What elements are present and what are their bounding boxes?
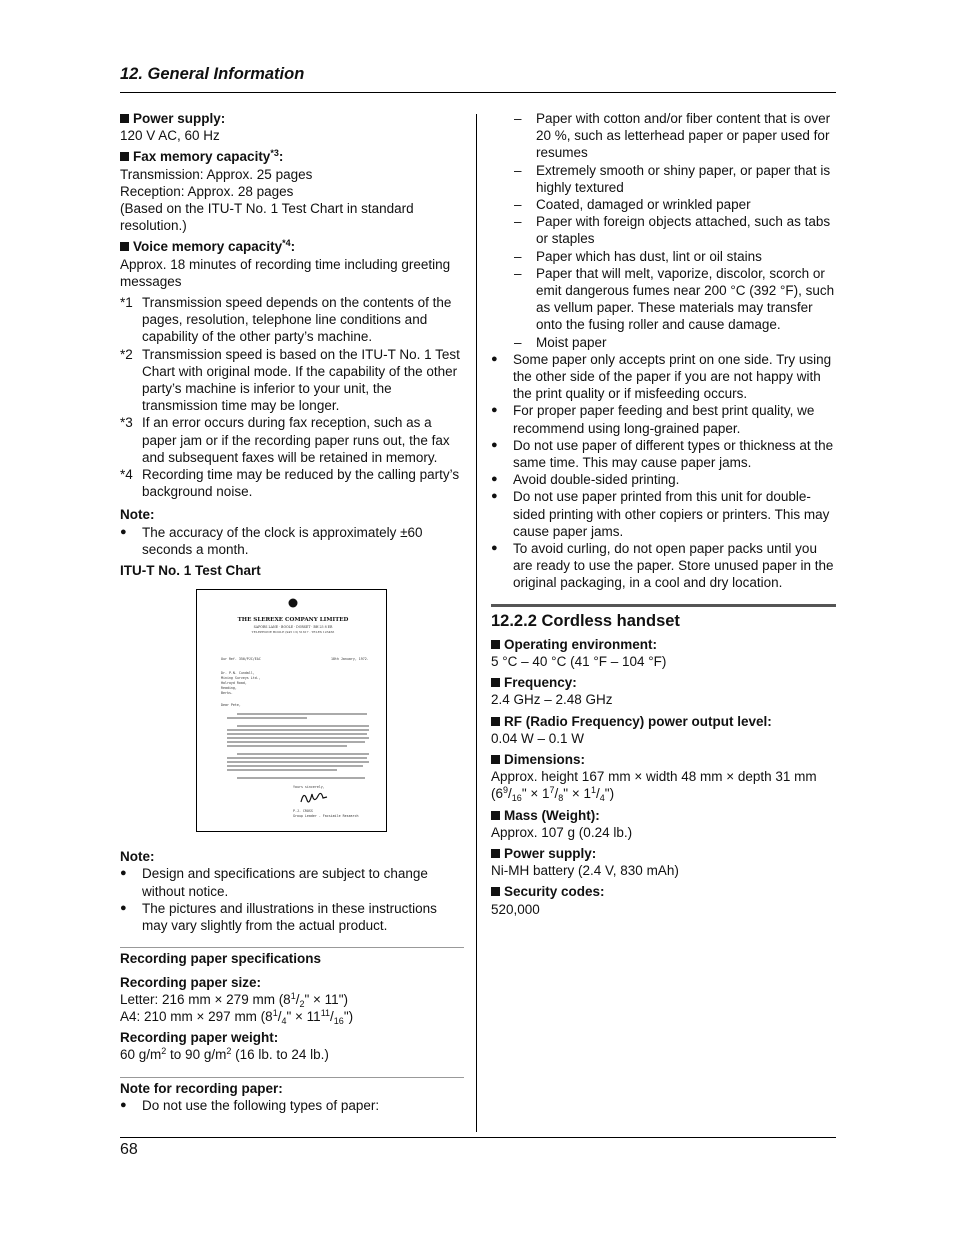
dash-item: – Moist paper (514, 334, 607, 350)
spec-label: Dimensions: (491, 751, 836, 768)
spec-label: Security codes: (491, 883, 836, 900)
note-label: Note: (120, 507, 155, 523)
spec-value: 520,000 (491, 901, 540, 917)
dash-item: – Extremely smooth or shiny paper, or paper that is highly textured (514, 162, 831, 195)
square-bullet-icon (120, 152, 129, 161)
note-bullet: ● Do not use the following types of paper: (120, 1097, 380, 1113)
fax-memory-line: (Based on the ITU-T No. 1 Test Chart in standard resolution.) (120, 201, 414, 234)
bullet-icon: ● (491, 490, 498, 503)
square-bullet-icon (491, 849, 500, 858)
chart-address: SAPORS LANE · BOOLE · DORSET · BH 25 8 ER (253, 625, 333, 630)
chart-ref: Our Ref. 350/PJC/EAC (221, 657, 261, 662)
paper-size-letter: Letter: 216 mm × 279 mm ($8^1/_2$" × 11") (120, 990, 348, 1009)
chart-recipient-line: Mining Surveys Ltd., (221, 676, 261, 681)
itu-test-chart-image (196, 589, 387, 832)
spec-value: Ni-MH battery (2.4 V, 830 mAh) (491, 863, 679, 879)
footnote: *2 Transmission speed is based on the ITU-T No. 1 Test Chart with original mode. If the capability of the other party’s machine is inferior to your unit, the transmission time may be longer. (120, 346, 460, 414)
square-bullet-icon (491, 811, 500, 820)
paper-size-label: Recording paper size: (120, 974, 262, 990)
spec-value: 2.4 GHz – 2.48 GHz (491, 692, 613, 708)
fax-memory-label: Fax memory capacity$^{*3}$: (120, 148, 464, 165)
recording-paper-spec-title: Recording paper specifications (120, 951, 322, 967)
bullet-icon: ● (491, 438, 498, 451)
chart-phone: TELEPHONE BOOLE (945 13) 51617 · TELEX 123456 (251, 630, 335, 635)
dash-item: – Paper that will melt, vaporize, discolor, scorch or emit dangerous fumes near 200 °C (392 °F), such as vellum paper. These materials may transfer onto the fusing roller and cause damage. (514, 265, 835, 333)
chart-signer-line: Group Leader - Facsimile Research (293, 814, 359, 819)
note-bullet: ● The pictures and illustrations in these instructions may vary slightly from the actual product. (120, 900, 437, 934)
bullet-icon: ● (491, 352, 498, 365)
square-bullet-icon (491, 717, 500, 726)
page-number: 68 (120, 1141, 138, 1158)
paper-weight-value: 60 $g/m^2$ to 90 $g/m^2$ (16 lb. to 24 lb.) (120, 1046, 329, 1063)
bullet-icon: ● (120, 525, 127, 538)
spec-value: 0.04 W – 0.1 W (491, 730, 585, 746)
test-chart-title: ITU-T No. 1 Test Chart (120, 563, 261, 579)
power-supply-value: 120 V AC, 60 Hz (120, 128, 220, 144)
footer-rule (120, 1137, 836, 1138)
chart-body-text-lines (227, 714, 369, 778)
bullet-item: ● Avoid double-sided printing. (491, 472, 680, 488)
left-column (120, 110, 464, 1114)
bullet-icon: ● (491, 473, 498, 486)
dash-item: – Coated, damaged or wrinkled paper (514, 197, 751, 213)
bullet-item: ● Do not use paper of different types or thickness at the same time. This may cause paper jams. (491, 437, 834, 471)
footnote: *1 Transmission speed depends on the contents of the pages, resolution, telephone line conditions and capability of the other party’s machine. (120, 295, 452, 345)
chart-salutation: Dear Pete, (221, 703, 241, 708)
voice-memory-label: Voice memory capacity$^{*4}$: (120, 238, 464, 255)
bullet-icon: ● (491, 404, 498, 417)
bullet-icon: ● (491, 542, 498, 555)
square-bullet-icon (120, 242, 129, 251)
spec-value: Approx. 107 g (0.24 lb.) (491, 824, 633, 840)
spec-label: RF (Radio Frequency) power output level: (491, 713, 836, 730)
square-bullet-icon (491, 887, 500, 896)
chart-date: 18th January, 1972. (331, 657, 369, 662)
footnote: *3 If an error occurs during fax reception, such as a paper jam or if the recording paper runs out, the fax and subsequent faxes will be retained in memory. (120, 415, 450, 465)
fax-memory-line: Reception: Approx. 28 pages (120, 183, 294, 199)
fax-memory-line: Transmission: Approx. 25 pages (120, 166, 313, 182)
bullet-icon: ● (120, 901, 127, 914)
square-bullet-icon (120, 114, 129, 123)
paper-weight-label: Recording paper weight: (120, 1030, 279, 1046)
spec-label: Operating environment: (491, 636, 836, 653)
square-bullet-icon (491, 678, 500, 687)
chart-recipient-line: Dr. P.N. Cundall, (221, 671, 255, 676)
chart-signer-line: P.J. CROSS (293, 809, 313, 814)
section-title: 12.2.2 Cordless handset (491, 611, 680, 630)
dimensions-inches: ($6^9/_{16}$" × $1^7/_8$" × $1^1/_4$") (491, 785, 615, 804)
chart-signature (301, 794, 327, 803)
paper-size-a4: A4: 210 mm × 297 mm ($8^1/_4$" × $11^{11}/_{16}$") (120, 1007, 354, 1026)
note-label: Note: (120, 849, 155, 865)
note-bullet: ● Design and specifications are subject to change without notice. (120, 866, 428, 899)
bullet-item: ● Some paper only accepts print on one side. Try using the other side of the paper if you are not happy with the print quality or if misfeeding occurs. (491, 351, 832, 402)
square-bullet-icon (491, 755, 500, 764)
spec-label: Frequency: (491, 674, 836, 691)
header-rule (120, 92, 836, 93)
bullet-icon: ● (120, 1098, 127, 1111)
page-header-title: 12. General Information (120, 65, 305, 83)
spec-value: 5 °C – 40 °C (41 °F – 104 °F) (491, 653, 667, 669)
power-supply-label: Power supply: (120, 110, 464, 127)
spec-label: Mass (Weight): (491, 807, 836, 824)
chart-logo-icon (289, 599, 298, 608)
bullet-item: ● For proper paper feeding and best print quality, we recommend using long-grained paper. (491, 403, 815, 436)
chart-company: THE SLEREXE COMPANY LIMITED (237, 617, 349, 624)
chart-recipient-line: Reading, (221, 686, 237, 691)
voice-memory-value: Approx. 18 minutes of recording time including greeting messages (120, 256, 451, 289)
chart-closing: Yours sincerely, (293, 785, 325, 790)
bullet-icon: ● (120, 867, 127, 880)
bullet-item: ● To avoid curling, do not open paper packs until you are ready to use the paper. Store unused paper in the original packaging, in a cool and dry location. (491, 541, 834, 591)
spec-label: Power supply: (491, 845, 836, 862)
note-bullet: ● The accuracy of the clock is approximately ±60 seconds a month. (120, 524, 423, 557)
dash-item: – Paper with cotton and/or fiber content that is over 20 %, such as letterhead paper or paper used for resumes (514, 111, 831, 161)
chart-recipient-line: Holroyd Road, (221, 681, 247, 686)
dimensions-line: Approx. height 167 mm × width 48 mm × depth 31 mm (491, 769, 817, 785)
note-recording-label: Note for recording paper: (120, 1080, 283, 1096)
right-column (491, 110, 836, 918)
footnote: *4 Recording time may be reduced by the calling party’s background noise. (120, 467, 460, 500)
bullet-item: ● Do not use paper printed from this unit for double-sided printing with other copiers or printers. This may cause paper jams. (491, 489, 830, 539)
square-bullet-icon (491, 640, 500, 649)
dash-item: – Paper with foreign objects attached, such as tabs or staples (514, 214, 831, 247)
column-divider (476, 114, 477, 1132)
dash-item: – Paper which has dust, lint or oil stains (514, 248, 762, 264)
chart-recipient-line: Berks. (221, 691, 233, 696)
